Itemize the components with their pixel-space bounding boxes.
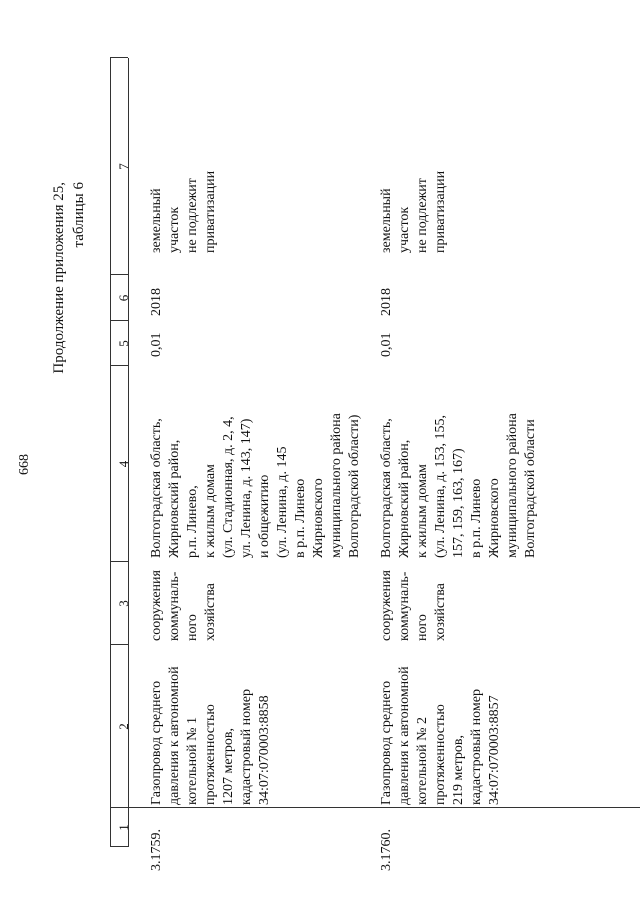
continuation-note-line-2: таблицы 6 (71, 182, 87, 248)
address-cell: Волгоградская область, Жирновский район, к жилым домам (ул. Ленина, д. 153, 155, 157, 159, 163, 167) в р.п. Линево Жирновского муниципального района Волгоградской области (379, 413, 538, 558)
year-cell: 2018 (379, 288, 394, 316)
header-cell: 3 (116, 600, 131, 607)
page-number: 668 (17, 454, 32, 475)
object-type-cell: сооружения коммуналь- ного хозяйства (379, 570, 448, 641)
grid-line (110, 807, 640, 808)
land-status-cell: земельный участок не подлежит приватизации (149, 170, 218, 253)
object-type-cell: сооружения коммуналь- ного хозяйства (149, 570, 218, 641)
grid-line (110, 58, 111, 847)
value-cell: 0,01 (379, 332, 394, 357)
header-cell: 6 (116, 294, 131, 302)
row-number: 3.1759. (149, 829, 164, 871)
header-cell: 4 (116, 460, 131, 468)
header-cell: 1 (116, 824, 131, 831)
land-status-cell: земельный участок не подлежит приватизации (379, 170, 448, 253)
value-cell: 0,01 (149, 332, 164, 357)
header-cell: 7 (116, 163, 131, 170)
header-cell: 2 (116, 723, 131, 730)
row-number: 3.1760. (379, 829, 394, 871)
header-cell: 5 (116, 340, 131, 347)
year-cell: 2018 (149, 288, 164, 316)
object-name-cell: Газопровод среднего давления к автономной котельной № 1 протяженностью 1207 метров, кадастровый номер 34:07:070003:8858 (149, 666, 272, 805)
address-cell: Волгоградская область, Жирновский район, р.п. Линево, к жилым домам (ул. Стадионная, д. 2, 4, ул. Ленина, д. 143, 147) и общежитию (ул. Ленина, д. 145 в р.п. Линево Жирновского муниципального района Волгоградской области) (149, 413, 362, 558)
object-name-cell: Газопровод среднего давления к автономной котельной № 2 протяженностью 219 метров, кадастровый номер 34:07:070003:8857 (379, 666, 502, 805)
continuation-note-line-1: Продолжение приложения 25, (51, 182, 67, 374)
